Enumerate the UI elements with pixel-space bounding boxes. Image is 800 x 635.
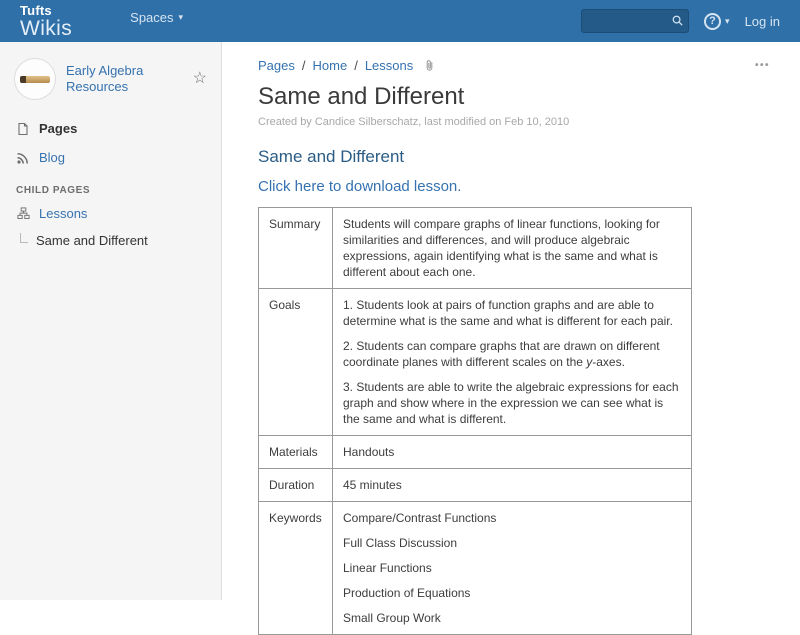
sidebar-item-lessons[interactable] xyxy=(14,199,207,228)
help-icon: ? xyxy=(704,13,721,30)
row-label: Materials xyxy=(259,436,333,469)
row-label: Summary xyxy=(259,208,333,289)
row-content: 45 minutes xyxy=(333,469,692,502)
byline: Created by Candice Silberschatz, last modified on Feb 10, 2010 xyxy=(258,116,570,128)
table-row xyxy=(259,208,692,289)
spaces-label: Spaces xyxy=(130,10,174,25)
row-content: Handouts xyxy=(333,436,692,469)
breadcrumb-separator: / xyxy=(354,58,358,73)
space-name-link[interactable]: Early Algebra Resources xyxy=(66,63,144,94)
sidebar-item-label: Blog xyxy=(39,150,66,165)
row-label: Keywords xyxy=(259,502,333,635)
lesson-table-body xyxy=(259,208,692,635)
paperclip-icon[interactable] xyxy=(423,59,436,72)
sidebar-item-label: Pages xyxy=(39,121,78,136)
chevron-down-icon: ▾ xyxy=(178,12,184,22)
breadcrumb-link-lessons[interactable]: Lessons xyxy=(364,58,414,73)
header-right xyxy=(581,9,780,33)
search-box xyxy=(581,9,689,33)
sidebar-item-label: Same and Different xyxy=(36,233,148,248)
spaces-menu[interactable] xyxy=(130,10,183,25)
tufts-wikis-logo[interactable] xyxy=(20,4,72,39)
main-content xyxy=(222,42,800,625)
breadcrumb-link-home[interactable]: Home xyxy=(312,58,348,73)
search-icon[interactable] xyxy=(671,14,684,32)
page-title: Same and Different xyxy=(258,83,465,110)
row-content: Compare/Contrast Functions Full Class Discussion Linear Functions Production of Equations Small Group Work xyxy=(333,502,692,635)
table-row xyxy=(259,436,692,469)
sidebar-item-blog[interactable] xyxy=(14,143,207,172)
breadcrumb-separator: / xyxy=(301,58,306,73)
breadcrumb xyxy=(258,58,772,73)
download-lesson-link[interactable]: Click here to download lesson. xyxy=(258,178,462,195)
table-row xyxy=(259,289,692,436)
sidebar-item-same-and-different[interactable] xyxy=(14,228,207,253)
row-content: Students will compare graphs of linear functions, looking for similarities and differences, and will produce algebraic expressions, again identifying what is the same and what is different about each one. xyxy=(333,208,692,289)
row-label: Duration xyxy=(259,469,333,502)
page-shell xyxy=(0,42,800,625)
breadcrumb-link-pages[interactable]: Pages xyxy=(258,58,295,73)
sidebar-item-label: Lessons xyxy=(39,206,88,221)
chevron-down-icon: ▾ xyxy=(725,15,730,26)
lesson-table xyxy=(258,207,692,635)
help-menu[interactable] xyxy=(704,13,730,30)
child-pages-heading: CHILD PAGES xyxy=(16,185,91,196)
page-icon xyxy=(16,122,30,136)
tree-connector-icon xyxy=(20,233,28,243)
app-header xyxy=(0,0,800,42)
space-avatar[interactable] xyxy=(14,58,56,100)
table-row xyxy=(259,502,692,635)
row-content: 1. Students look at pairs of function graphs and are able to determine what is the same and what is different for each pair. 2. Students can compare graphs that are drawn on different coordinate planes with different scales on the y-axes. 3. Students are able to write the algebraic expressions for each graph and show where in the expression we can see what is the same and what is different. xyxy=(333,289,692,436)
login-link[interactable]: Log in xyxy=(744,13,780,29)
sidebar-item-pages[interactable] xyxy=(14,114,207,143)
row-label: Goals xyxy=(259,289,333,436)
logo-secondary: Wikis xyxy=(20,16,73,40)
sidebar xyxy=(0,42,222,600)
rss-icon xyxy=(16,151,30,165)
logo-primary: Tufts xyxy=(20,2,52,18)
more-actions-icon[interactable]: ••• xyxy=(754,60,770,71)
sitemap-icon xyxy=(16,207,30,220)
space-header xyxy=(14,58,207,100)
favorite-star-icon[interactable]: ☆ xyxy=(192,70,207,87)
pencil-icon xyxy=(20,76,50,83)
section-heading: Same and Different xyxy=(258,147,405,166)
table-row xyxy=(259,469,692,502)
